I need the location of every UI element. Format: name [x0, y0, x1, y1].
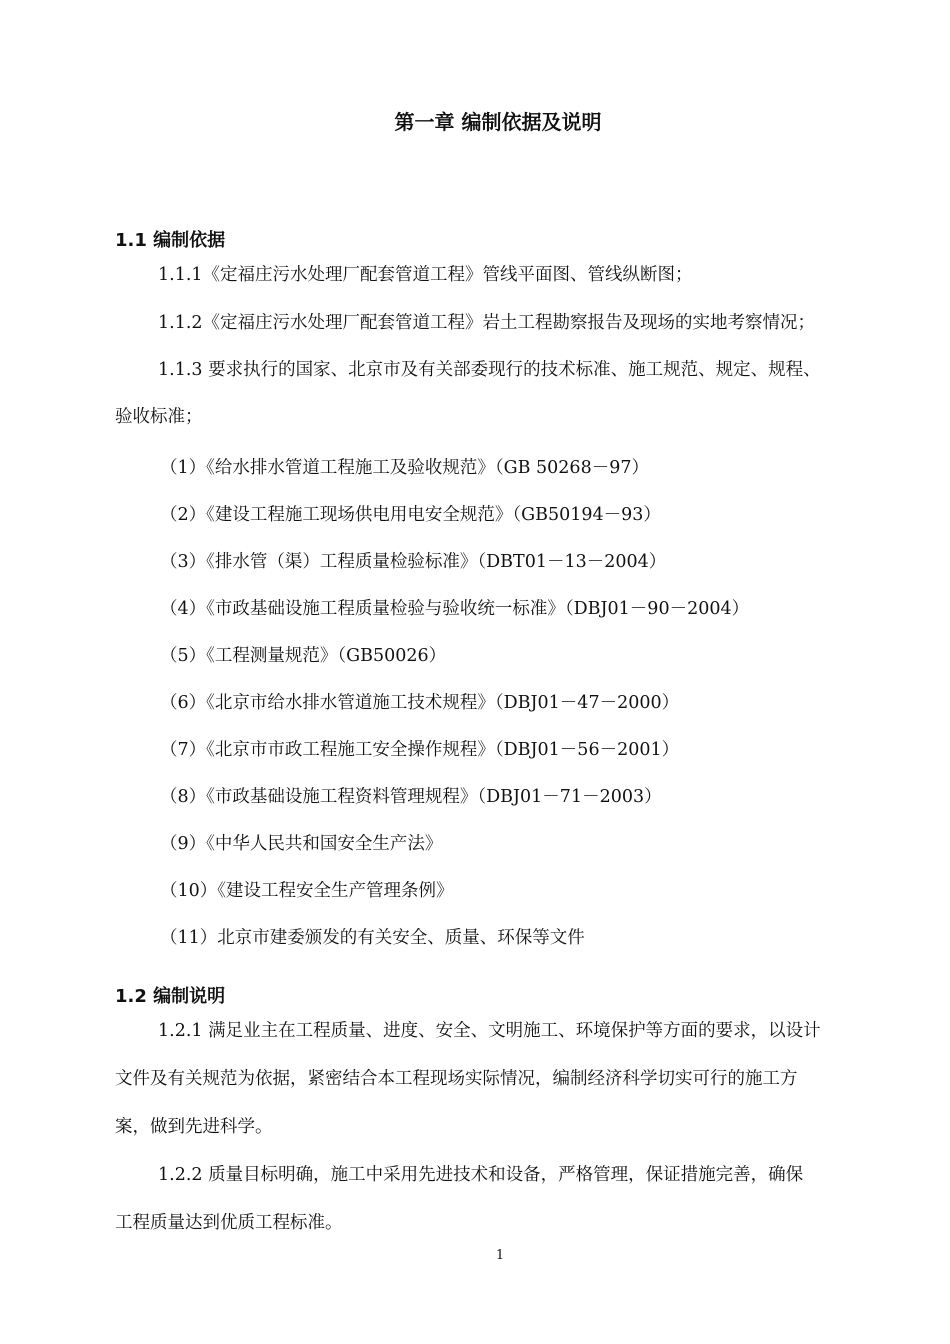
paragraph-1-1-3-line2: 验收标准； [115, 407, 203, 427]
reference-item: （1）《给水排水管道工程施工及验收规范》（GB 50268－97） [160, 458, 649, 478]
section-heading-1-1: 1.1 编制依据 [115, 230, 226, 251]
page-number: 1 [495, 1248, 505, 1263]
reference-item: （5）《工程测量规范》（GB50026） [160, 646, 447, 666]
paragraph-1-2-1-line2: 文件及有关规范为依据，紧密结合本工程现场实际情况，编制经济科学切实可行的施工方 [115, 1069, 798, 1089]
reference-item: （8）《市政基础设施工程资料管理规程》（DBJ01－71－2003） [160, 787, 662, 807]
reference-item: （9）《中华人民共和国安全生产法》 [160, 834, 443, 854]
chapter-title: 第一章 编制依据及说明 [394, 110, 602, 134]
paragraph-1-1-3-line1: 1.1.3 要求执行的国家、北京市及有关部委现行的技术标准、施工规范、规定、规程、 [158, 360, 821, 380]
reference-item: （11）北京市建委颁发的有关安全、质量、环保等文件 [160, 928, 585, 948]
section-heading-1-2: 1.2 编制说明 [115, 986, 226, 1007]
reference-item: （6）《北京市给水排水管道施工技术规程》（DBJ01－47－2000） [160, 693, 680, 713]
paragraph-1-1-1: 1.1.1《定福庄污水处理厂配套管道工程》管线平面图、管线纵断图； [158, 265, 693, 285]
reference-item: （4）《市政基础设施工程质量检验与验收统一标准》（DBJ01－90－2004） [160, 599, 750, 619]
paragraph-1-2-2-line2: 工程质量达到优质工程标准。 [115, 1213, 343, 1233]
reference-item: （3）《排水管（渠）工程质量检验标准》（DBT01－13－2004） [160, 552, 667, 572]
reference-item: （2）《建设工程施工现场供电用电安全规范》（GB50194－93） [160, 505, 661, 525]
paragraph-1-2-2-line1: 1.2.2 质量目标明确，施工中采用先进技术和设备，严格管理，保证措施完善，确保 [158, 1165, 804, 1185]
reference-item: （10）《建设工程安全生产管理条例》 [160, 881, 454, 901]
paragraph-1-1-2: 1.1.2《定福庄污水处理厂配套管道工程》岩土工程勘察报告及现场的实地考察情况； [158, 313, 816, 333]
paragraph-1-2-1-line1: 1.2.1 满足业主在工程质量、进度、安全、文明施工、环境保护等方面的要求，以设计 [158, 1021, 821, 1041]
reference-item: （7）《北京市市政工程施工安全操作规程》（DBJ01－56－2001） [160, 740, 680, 760]
paragraph-1-2-1-line3: 案，做到先进科学。 [115, 1117, 273, 1137]
